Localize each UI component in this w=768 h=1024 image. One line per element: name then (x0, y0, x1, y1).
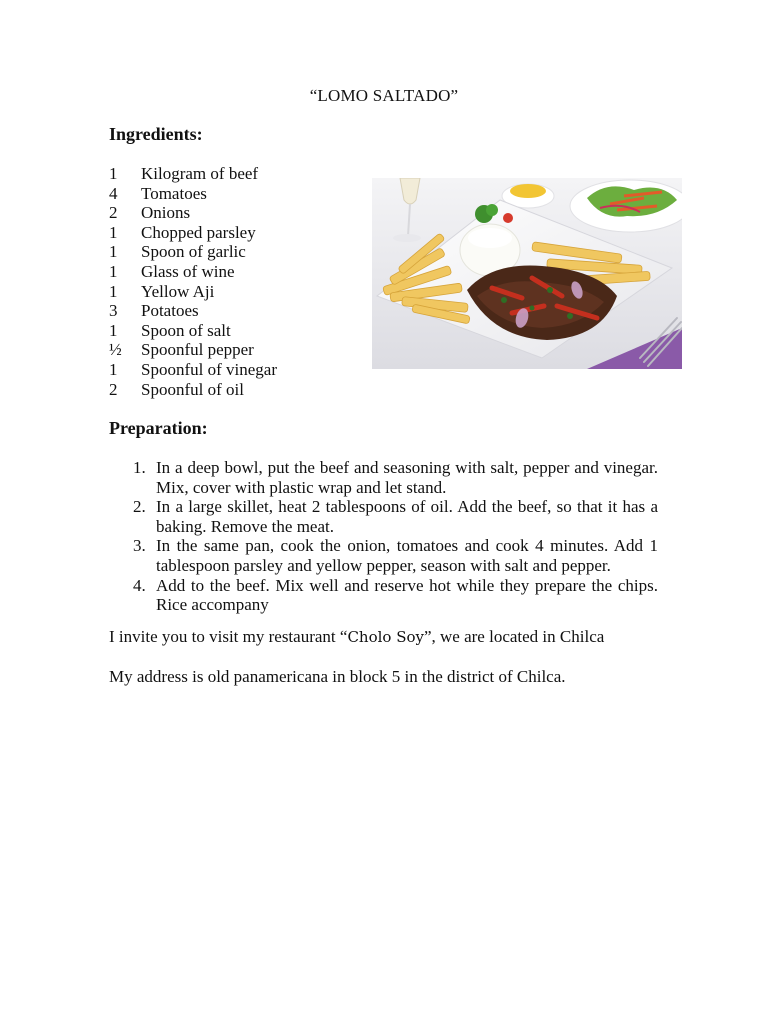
preparation-steps (133, 458, 658, 615)
invite-text-after: ”, we are located in Chilca (423, 627, 605, 646)
ingredient-qty: 1 (109, 359, 118, 379)
ingredient-item (109, 282, 277, 302)
ingredient-name: Tomatoes (141, 183, 207, 203)
step-item (133, 458, 658, 497)
ingredient-item (109, 262, 277, 282)
step-number: 2. (133, 497, 146, 517)
step-item (133, 576, 658, 615)
step-number: 4. (133, 575, 146, 595)
ingredient-name: Spoonful of vinegar (141, 359, 277, 379)
step-text: Add to the beef. Mix well and reserve hot while they prepare the chips. Rice accompany (156, 575, 658, 615)
ingredient-name: Chopped parsley (141, 222, 256, 242)
ingredient-qty: 1 (109, 281, 118, 301)
restaurant-name: Cholo Soy (347, 628, 424, 646)
step-text: In the same pan, cook the onion, tomatoes and cook 4 minutes. Add 1 tablespoon parsley and yellow pepper, season with salt and pepper. (156, 536, 658, 575)
ingredient-qty: 3 (109, 301, 118, 321)
ingredient-name: Potatoes (141, 301, 199, 321)
step-text: In a deep bowl, put the beef and seasoning with salt, pepper and vinegar. Mix, cover with plastic wrap and let stand. (156, 458, 658, 497)
dish-photo (372, 178, 682, 369)
ingredients-heading: Ingredients: (109, 124, 203, 144)
step-number: 1. (133, 458, 146, 477)
ingredient-name: Glass of wine (141, 261, 235, 281)
ingredient-qty: 2 (109, 203, 118, 223)
ingredient-item (109, 360, 277, 380)
ingredient-qty: 1 (109, 320, 118, 340)
step-item (133, 497, 658, 536)
ingredient-qty: 1 (109, 261, 118, 281)
step-item (133, 536, 658, 575)
ingredient-item (109, 223, 277, 243)
ingredient-name: Spoonful pepper (141, 340, 254, 360)
ingredient-name: Yellow Aji (141, 281, 215, 301)
ingredient-qty: 1 (109, 242, 118, 262)
invite-text-before: I invite you to visit my restaurant “ (109, 627, 348, 646)
ingredient-qty: ½ (109, 340, 122, 360)
ingredient-name: Onions (141, 203, 191, 223)
invite-paragraph (109, 627, 604, 647)
ingredient-name: Spoon of salt (141, 320, 231, 340)
address-paragraph: My address is old panamericana in block 5 in the district of Chilca. (109, 667, 566, 686)
ingredient-item (109, 164, 277, 184)
ingredient-name: Kilogram of beef (141, 164, 259, 183)
page-title: “LOMO SALTADO” (309, 86, 459, 105)
ingredient-item (109, 340, 277, 360)
ingredient-item (109, 380, 277, 400)
ingredient-name: Spoonful of oil (141, 379, 244, 399)
step-number: 3. (133, 536, 146, 556)
ingredient-item (109, 301, 277, 321)
ingredient-item (109, 184, 277, 204)
ingredient-name: Spoon of garlic (141, 242, 246, 262)
ingredient-list (109, 164, 277, 399)
ingredient-qty: 1 (109, 222, 118, 242)
preparation-heading: Preparation: (109, 418, 208, 438)
ingredient-item (109, 203, 277, 223)
ingredient-item (109, 321, 277, 341)
ingredient-qty: 1 (109, 164, 118, 183)
ingredient-qty: 2 (109, 379, 118, 399)
ingredient-qty: 4 (109, 183, 118, 203)
step-text: In a large skillet, heat 2 tablespoons of oil. Add the beef, so that it has a baking. Remove the meat. (156, 497, 658, 536)
ingredient-item (109, 242, 277, 262)
